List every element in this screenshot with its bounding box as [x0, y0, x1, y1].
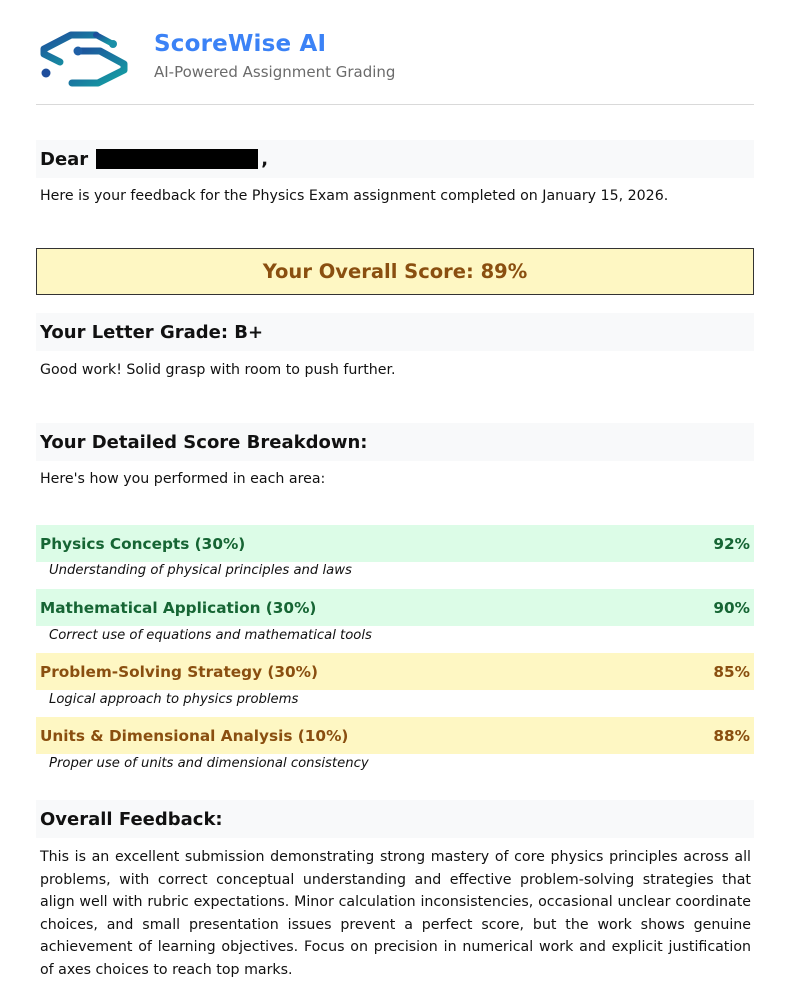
salutation-comma: , — [261, 148, 269, 170]
criterion-name: Units & Dimensional Analysis (10%) — [40, 726, 349, 745]
header — [36, 26, 754, 92]
letter-grade-comment: Good work! Solid grasp with room to push further. — [40, 362, 396, 378]
feedback-body: This is an excellent submission demonstrating strong mastery of core physics principles across all problems, with correct conceptual understanding and effective problem-solving strategies that align well with rubric expectations. Minor calculation inconsistencies, occasional unclear coordinate choices, and small presentation issues prevent a perfect score, but the work shows genuine achievement of learning objectives. Focus on precision in numerical work and explicit justification of axes choices to reach top marks. — [40, 849, 751, 978]
redacted-recipient-name — [96, 149, 258, 169]
criterion-description: Logical approach to physics problems — [49, 692, 299, 707]
scorewise-logo-icon — [38, 30, 130, 88]
feedback-heading: Overall Feedback: — [36, 800, 754, 838]
criterion-score: 90% — [713, 598, 750, 617]
criterion-name: Mathematical Application (30%) — [40, 598, 317, 617]
criterion-score: 88% — [713, 726, 750, 745]
criterion-score: 92% — [713, 534, 750, 553]
criterion-score: 85% — [713, 662, 750, 681]
criterion-name: Physics Concepts (30%) — [40, 534, 246, 553]
criterion-row — [36, 589, 754, 626]
header-divider — [36, 104, 754, 105]
breakdown-heading: Your Detailed Score Breakdown: — [36, 423, 754, 461]
brand-name: ScoreWise AI — [154, 31, 327, 57]
criterion-description: Understanding of physical principles and laws — [49, 563, 352, 578]
criterion-row — [36, 653, 754, 690]
criterion-name: Problem-Solving Strategy (30%) — [40, 662, 318, 681]
criterion-description: Proper use of units and dimensional consistency — [49, 756, 369, 771]
letter-grade-heading: Your Letter Grade: B+ — [36, 313, 754, 351]
intro-text: Here is your feedback for the Physics Exam assignment completed on January 15, 2026. — [40, 188, 669, 204]
criterion-description: Correct use of equations and mathematical tools — [49, 628, 372, 643]
criterion-row — [36, 717, 754, 754]
brand-tagline: AI-Powered Assignment Grading — [154, 63, 396, 81]
criterion-row — [36, 525, 754, 562]
salutation: Dear — [40, 148, 89, 170]
breakdown-intro: Here's how you performed in each area: — [40, 471, 326, 487]
overall-score-banner: Your Overall Score: 89% — [36, 248, 754, 295]
greeting-heading — [36, 140, 754, 178]
